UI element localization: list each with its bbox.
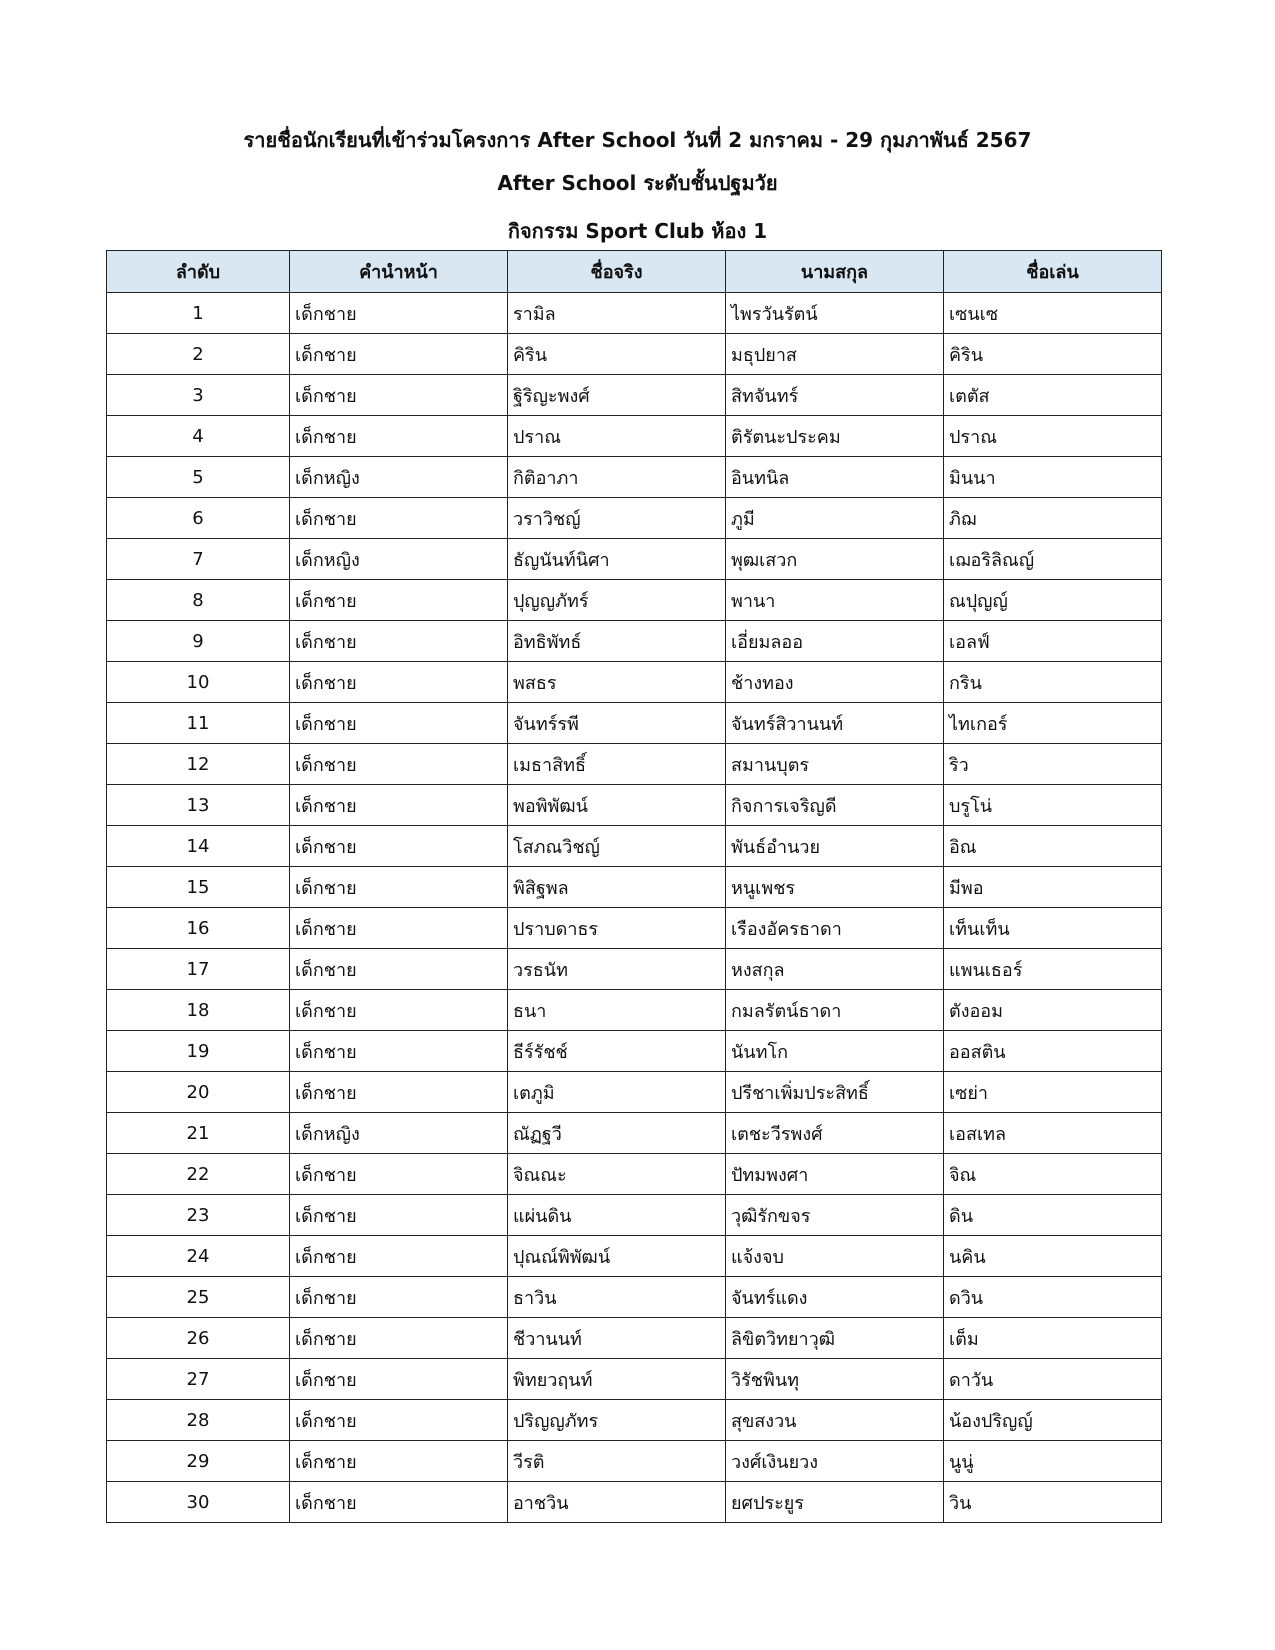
- cell-nickname: คิริน: [944, 334, 1162, 375]
- table-row: [107, 1072, 1162, 1113]
- cell-number: 1: [107, 293, 290, 334]
- cell-number: 27: [107, 1359, 290, 1400]
- cell-first-name: ปราณ: [508, 416, 726, 457]
- cell-first-name: อิทธิพัทธ์: [508, 621, 726, 662]
- cell-last-name: ช้างทอง: [726, 662, 944, 703]
- table-header-row: [107, 251, 1162, 293]
- cell-last-name: วงศ์เงินยวง: [726, 1441, 944, 1482]
- cell-prefix: เด็กชาย: [290, 1400, 508, 1441]
- table-row: [107, 416, 1162, 457]
- cell-prefix: เด็กชาย: [290, 498, 508, 539]
- column-header-number: ลำดับ: [107, 251, 290, 293]
- cell-number: 15: [107, 867, 290, 908]
- cell-nickname: ปราณ: [944, 416, 1162, 457]
- table-row: [107, 785, 1162, 826]
- cell-last-name: สิทจันทร์: [726, 375, 944, 416]
- column-header-nickname: ชื่อเล่น: [944, 251, 1162, 293]
- cell-last-name: ปรีชาเพิ่มประสิทธิ์: [726, 1072, 944, 1113]
- cell-last-name: กิจการเจริญดี: [726, 785, 944, 826]
- table-row: [107, 662, 1162, 703]
- cell-first-name: ปุณณ์พิพัฒน์: [508, 1236, 726, 1277]
- table-row: [107, 1318, 1162, 1359]
- cell-first-name: อาชวิน: [508, 1482, 726, 1523]
- cell-first-name: พสธร: [508, 662, 726, 703]
- cell-last-name: หนูเพชร: [726, 867, 944, 908]
- cell-last-name: ปัทมพงศา: [726, 1154, 944, 1195]
- cell-nickname: มีพอ: [944, 867, 1162, 908]
- cell-prefix: เด็กหญิง: [290, 539, 508, 580]
- cell-prefix: เด็กชาย: [290, 744, 508, 785]
- page-title: รายชื่อนักเรียนที่เข้าร่วมโครงการ After School วันที่ 2 มกราคม - 29 กุมภาพันธ์ 2567: [243, 128, 1032, 152]
- cell-number: 12: [107, 744, 290, 785]
- cell-first-name: พอพิพัฒน์: [508, 785, 726, 826]
- cell-prefix: เด็กชาย: [290, 1031, 508, 1072]
- cell-last-name: มธุปยาส: [726, 334, 944, 375]
- table-row: [107, 539, 1162, 580]
- cell-prefix: เด็กชาย: [290, 580, 508, 621]
- cell-prefix: เด็กชาย: [290, 703, 508, 744]
- cell-number: 2: [107, 334, 290, 375]
- cell-nickname: เท็นเท็น: [944, 908, 1162, 949]
- table-row: [107, 1154, 1162, 1195]
- cell-first-name: วรธนัท: [508, 949, 726, 990]
- cell-number: 25: [107, 1277, 290, 1318]
- cell-nickname: เตตัส: [944, 375, 1162, 416]
- cell-nickname: จิณ: [944, 1154, 1162, 1195]
- cell-last-name: หงสกุล: [726, 949, 944, 990]
- cell-prefix: เด็กชาย: [290, 1195, 508, 1236]
- table-row: [107, 867, 1162, 908]
- cell-nickname: เฌอริลิณญ์: [944, 539, 1162, 580]
- cell-first-name: ฐิริญะพงศ์: [508, 375, 726, 416]
- cell-last-name: ติรัตนะประคม: [726, 416, 944, 457]
- cell-first-name: แผ่นดิน: [508, 1195, 726, 1236]
- cell-first-name: ณัฏฐวี: [508, 1113, 726, 1154]
- table-row: [107, 744, 1162, 785]
- table-row: [107, 1400, 1162, 1441]
- cell-prefix: เด็กชาย: [290, 293, 508, 334]
- cell-first-name: ธัญนันท์นิศา: [508, 539, 726, 580]
- table-body: [107, 293, 1162, 1523]
- cell-last-name: เตชะวีรพงศ์: [726, 1113, 944, 1154]
- cell-number: 23: [107, 1195, 290, 1236]
- cell-number: 6: [107, 498, 290, 539]
- table-row: [107, 1482, 1162, 1523]
- cell-number: 14: [107, 826, 290, 867]
- cell-last-name: สมานบุตร: [726, 744, 944, 785]
- cell-number: 8: [107, 580, 290, 621]
- cell-last-name: พันธ์อำนวย: [726, 826, 944, 867]
- cell-nickname: นคิน: [944, 1236, 1162, 1277]
- cell-number: 11: [107, 703, 290, 744]
- cell-prefix: เด็กชาย: [290, 1277, 508, 1318]
- cell-first-name: วีรติ: [508, 1441, 726, 1482]
- cell-prefix: เด็กชาย: [290, 990, 508, 1031]
- cell-prefix: เด็กหญิง: [290, 457, 508, 498]
- cell-nickname: มินนา: [944, 457, 1162, 498]
- cell-last-name: พานา: [726, 580, 944, 621]
- cell-number: 26: [107, 1318, 290, 1359]
- page-subtitle: After School ระดับชั้นปฐมวัย: [497, 171, 778, 195]
- cell-number: 7: [107, 539, 290, 580]
- table-row: [107, 1236, 1162, 1277]
- cell-nickname: กริน: [944, 662, 1162, 703]
- cell-nickname: แพนเธอร์: [944, 949, 1162, 990]
- cell-prefix: เด็กชาย: [290, 908, 508, 949]
- table-row: [107, 1113, 1162, 1154]
- cell-first-name: จิณณะ: [508, 1154, 726, 1195]
- cell-first-name: ธีร์รัชช์: [508, 1031, 726, 1072]
- table-row: [107, 1195, 1162, 1236]
- cell-first-name: เตภูมิ: [508, 1072, 726, 1113]
- cell-first-name: ปริญญภัทร: [508, 1400, 726, 1441]
- cell-nickname: ณปุญญ์: [944, 580, 1162, 621]
- cell-number: 24: [107, 1236, 290, 1277]
- cell-prefix: เด็กชาย: [290, 375, 508, 416]
- cell-prefix: เด็กชาย: [290, 1441, 508, 1482]
- cell-first-name: จันทร์รพี: [508, 703, 726, 744]
- cell-last-name: เรืองอัครธาดา: [726, 908, 944, 949]
- column-header-prefix: คำนำหน้า: [290, 251, 508, 293]
- cell-prefix: เด็กชาย: [290, 1482, 508, 1523]
- cell-number: 21: [107, 1113, 290, 1154]
- cell-prefix: เด็กชาย: [290, 1318, 508, 1359]
- cell-nickname: ดวิน: [944, 1277, 1162, 1318]
- cell-last-name: พุฒเสวก: [726, 539, 944, 580]
- cell-prefix: เด็กชาย: [290, 1236, 508, 1277]
- cell-nickname: วิน: [944, 1482, 1162, 1523]
- cell-nickname: เซย่า: [944, 1072, 1162, 1113]
- cell-first-name: กิติอาภา: [508, 457, 726, 498]
- cell-nickname: ดาวัน: [944, 1359, 1162, 1400]
- cell-number: 5: [107, 457, 290, 498]
- cell-prefix: เด็กชาย: [290, 826, 508, 867]
- cell-last-name: สุขสงวน: [726, 1400, 944, 1441]
- cell-first-name: ชีวานนท์: [508, 1318, 726, 1359]
- table-row: [107, 1277, 1162, 1318]
- table-row: [107, 621, 1162, 662]
- cell-last-name: นันทโก: [726, 1031, 944, 1072]
- cell-number: 19: [107, 1031, 290, 1072]
- cell-number: 4: [107, 416, 290, 457]
- cell-number: 18: [107, 990, 290, 1031]
- cell-last-name: ยศประยูร: [726, 1482, 944, 1523]
- table-row: [107, 498, 1162, 539]
- table-row: [107, 334, 1162, 375]
- cell-nickname: เซนเซ: [944, 293, 1162, 334]
- cell-number: 28: [107, 1400, 290, 1441]
- cell-prefix: เด็กชาย: [290, 662, 508, 703]
- table-row: [107, 457, 1162, 498]
- cell-nickname: ริว: [944, 744, 1162, 785]
- cell-prefix: เด็กชาย: [290, 334, 508, 375]
- cell-nickname: บรูโน่: [944, 785, 1162, 826]
- column-header-last-name: นามสกุล: [726, 251, 944, 293]
- cell-first-name: คิริน: [508, 334, 726, 375]
- column-header-first-name: ชื่อจริง: [508, 251, 726, 293]
- cell-number: 17: [107, 949, 290, 990]
- cell-nickname: อิณ: [944, 826, 1162, 867]
- cell-nickname: นูนู่: [944, 1441, 1162, 1482]
- cell-last-name: วุฒิรักขจร: [726, 1195, 944, 1236]
- cell-nickname: เอสเทล: [944, 1113, 1162, 1154]
- cell-prefix: เด็กชาย: [290, 621, 508, 662]
- table-row: [107, 375, 1162, 416]
- cell-number: 20: [107, 1072, 290, 1113]
- cell-number: 3: [107, 375, 290, 416]
- cell-last-name: เอี่ยมลออ: [726, 621, 944, 662]
- cell-first-name: โสภณวิชญ์: [508, 826, 726, 867]
- student-roster-table: [106, 250, 1162, 1523]
- table-row: [107, 908, 1162, 949]
- table-row: [107, 826, 1162, 867]
- cell-first-name: ปราบดาธร: [508, 908, 726, 949]
- cell-number: 29: [107, 1441, 290, 1482]
- cell-first-name: ธนา: [508, 990, 726, 1031]
- cell-last-name: แจ้งจบ: [726, 1236, 944, 1277]
- cell-first-name: รามิล: [508, 293, 726, 334]
- cell-nickname: ออสติน: [944, 1031, 1162, 1072]
- table-row: [107, 703, 1162, 744]
- cell-prefix: เด็กชาย: [290, 1359, 508, 1400]
- cell-number: 22: [107, 1154, 290, 1195]
- activity-title: กิจกรรม Sport Club ห้อง 1: [507, 219, 768, 243]
- cell-number: 30: [107, 1482, 290, 1523]
- cell-first-name: พิทยวฤนท์: [508, 1359, 726, 1400]
- table-row: [107, 293, 1162, 334]
- cell-first-name: พิสิฐพล: [508, 867, 726, 908]
- cell-first-name: เมธาสิทธิ์: [508, 744, 726, 785]
- cell-prefix: เด็กชาย: [290, 416, 508, 457]
- cell-number: 16: [107, 908, 290, 949]
- table-row: [107, 580, 1162, 621]
- cell-last-name: จันทร์สิวานนท์: [726, 703, 944, 744]
- cell-nickname: เต็ม: [944, 1318, 1162, 1359]
- cell-last-name: ไพรวันรัตน์: [726, 293, 944, 334]
- cell-nickname: ดิน: [944, 1195, 1162, 1236]
- cell-number: 13: [107, 785, 290, 826]
- table-row: [107, 949, 1162, 990]
- cell-last-name: อินทนิล: [726, 457, 944, 498]
- cell-first-name: ปุญญภัทร์: [508, 580, 726, 621]
- cell-first-name: วราวิชญ์: [508, 498, 726, 539]
- cell-nickname: น้องปริญญ์: [944, 1400, 1162, 1441]
- cell-prefix: เด็กหญิง: [290, 1113, 508, 1154]
- table-row: [107, 1031, 1162, 1072]
- cell-last-name: จันทร์แดง: [726, 1277, 944, 1318]
- cell-last-name: วิรัชพินทุ: [726, 1359, 944, 1400]
- table-row: [107, 990, 1162, 1031]
- cell-last-name: ลิขิตวิทยาวุฒิ: [726, 1318, 944, 1359]
- cell-prefix: เด็กชาย: [290, 1072, 508, 1113]
- cell-first-name: ธาวิน: [508, 1277, 726, 1318]
- table-row: [107, 1359, 1162, 1400]
- cell-nickname: เอลฟ์: [944, 621, 1162, 662]
- table-row: [107, 1441, 1162, 1482]
- cell-prefix: เด็กชาย: [290, 1154, 508, 1195]
- cell-number: 9: [107, 621, 290, 662]
- cell-nickname: ภิฌ: [944, 498, 1162, 539]
- cell-prefix: เด็กชาย: [290, 949, 508, 990]
- cell-nickname: ตังออม: [944, 990, 1162, 1031]
- cell-prefix: เด็กชาย: [290, 785, 508, 826]
- cell-last-name: กมลรัตน์ธาดา: [726, 990, 944, 1031]
- cell-last-name: ภูมี: [726, 498, 944, 539]
- cell-prefix: เด็กชาย: [290, 867, 508, 908]
- cell-nickname: ไทเกอร์: [944, 703, 1162, 744]
- cell-number: 10: [107, 662, 290, 703]
